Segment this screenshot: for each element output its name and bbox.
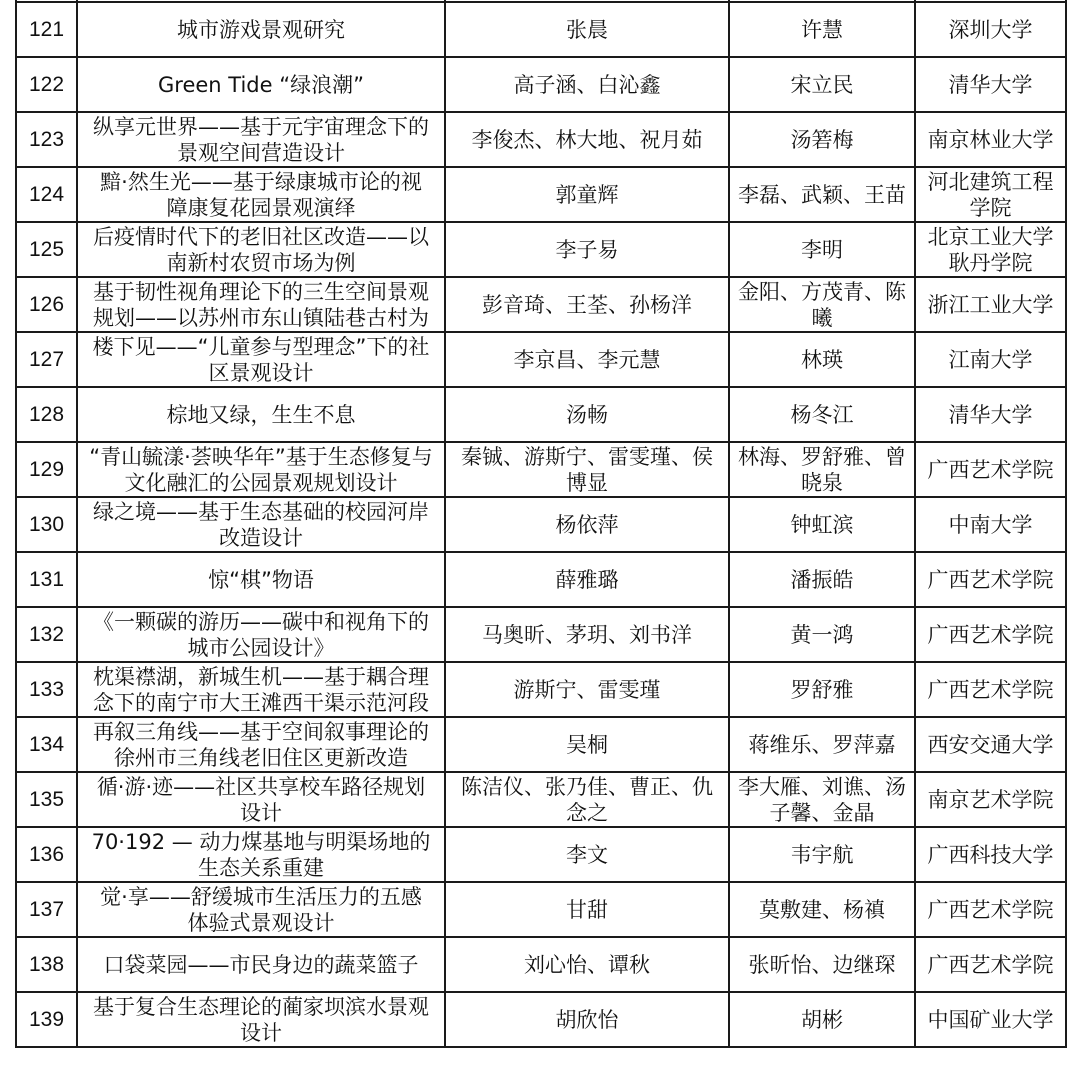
advisors-cell-line: 张昕怡、边继琛: [748, 952, 896, 977]
project-title-cell-line: 基于韧性视角理论下的三生空间景观: [93, 279, 429, 304]
advisors-cell: [729, 277, 915, 332]
advisors-cell-line: 林海、罗舒雅、曾: [738, 444, 906, 469]
advisors-cell: [729, 552, 915, 607]
authors-cell-line: 高子涵、白沁鑫: [513, 72, 661, 97]
authors-cell-line: 马奥昕、茅玥、刘书洋: [482, 622, 692, 647]
project-title-cell: [77, 552, 445, 607]
table-row: [16, 772, 1066, 827]
authors-cell: [445, 112, 729, 167]
school-cell-line: 清华大学: [948, 402, 1033, 427]
school-cell-line: 浙江工业大学: [927, 292, 1054, 317]
table-row: [16, 442, 1066, 497]
row-number-cell: 135: [16, 772, 77, 827]
school-cell-line: 广西艺术学院: [927, 567, 1054, 592]
project-title-cell-line: 景观空间营造设计: [177, 140, 345, 165]
school-cell: [915, 2, 1066, 57]
project-title-cell-line: 绿之境——基于生态基础的校园河岸: [93, 499, 429, 524]
project-title-cell: [77, 57, 445, 112]
project-title-cell-line: 体验式景观设计: [187, 910, 335, 935]
award-table: [15, 0, 1067, 1048]
project-title-cell-line: 城市公园设计》: [187, 635, 335, 660]
authors-cell: [445, 277, 729, 332]
authors-cell-line: 甘甜: [566, 897, 608, 922]
row-number-cell: 132: [16, 607, 77, 662]
school-cell-line: 学院: [969, 195, 1012, 220]
authors-cell-line: 杨依萍: [555, 512, 619, 537]
authors-cell: [445, 937, 729, 992]
table-row: [16, 607, 1066, 662]
authors-cell: [445, 882, 729, 937]
school-cell: [915, 442, 1066, 497]
project-title-cell: [77, 662, 445, 717]
authors-cell: [445, 332, 729, 387]
row-number-cell: 126: [16, 277, 77, 332]
authors-cell: [445, 57, 729, 112]
project-title-cell: [77, 387, 445, 442]
project-title-cell: [77, 607, 445, 662]
advisors-cell-line: 莫敷建、杨禛: [759, 897, 885, 922]
advisors-cell-line: 宋立民: [790, 72, 854, 97]
row-number-cell: 134: [16, 717, 77, 772]
project-title-cell: [77, 992, 445, 1047]
authors-cell-line: 胡欣怡: [555, 1007, 619, 1032]
table-row: [16, 992, 1066, 1047]
school-cell-line: 河北建筑工程: [927, 169, 1054, 194]
project-title-cell-line: 枕渠襟湖，新城生机——基于耦合理: [93, 664, 429, 689]
project-title-cell-line: 循·游·迹——社区共享校车路径规划: [96, 774, 426, 799]
award-table-body: [16, 0, 1066, 1047]
school-cell-line: 耿丹学院: [948, 250, 1033, 275]
row-number-cell: 127: [16, 332, 77, 387]
project-title-cell: [77, 277, 445, 332]
project-title-cell-line: “青山毓漾·荟映华年”基于生态修复与: [89, 444, 433, 469]
advisors-cell: [729, 937, 915, 992]
school-cell-line: 广西科技大学: [927, 842, 1054, 867]
project-title-cell-line: 设计: [240, 1020, 282, 1045]
school-cell-line: 北京工业大学: [927, 224, 1054, 249]
row-number-cell: 129: [16, 442, 77, 497]
advisors-cell-line: 晓泉: [801, 470, 843, 495]
project-title-cell-line: Green Tide “绿浪潮”: [158, 72, 364, 97]
table-row: [16, 552, 1066, 607]
advisors-cell-line: 金阳、方茂青、陈: [738, 279, 906, 304]
project-title-cell-line: 棕地又绿，生生不息: [166, 402, 356, 427]
project-title-cell: [77, 717, 445, 772]
school-cell: [915, 222, 1066, 277]
school-cell-line: 广西艺术学院: [927, 897, 1054, 922]
row-number-cell: 138: [16, 937, 77, 992]
authors-cell-line: 李文: [566, 842, 608, 867]
table-row: [16, 222, 1066, 277]
table-row: [16, 662, 1066, 717]
authors-cell-line: 陈洁仪、张乃佳、曹正、仇: [461, 774, 713, 799]
authors-cell: [445, 607, 729, 662]
authors-cell-line: 吴桐: [566, 732, 608, 757]
advisors-cell-line: 杨冬江: [790, 402, 854, 427]
project-title-cell: [77, 442, 445, 497]
advisors-cell: [729, 882, 915, 937]
authors-cell-line: 刘心怡、谭秋: [524, 952, 650, 977]
advisors-cell-line: 韦宇航: [790, 842, 854, 867]
advisors-cell-line: 曦: [811, 305, 833, 330]
project-title-cell: [77, 882, 445, 937]
project-title-cell-line: 设计: [240, 800, 282, 825]
project-title-cell-line: 区景观设计: [208, 360, 314, 385]
advisors-cell: [729, 112, 915, 167]
table-row: [16, 112, 1066, 167]
school-cell: [915, 277, 1066, 332]
school-cell: [915, 167, 1066, 222]
advisors-cell: [729, 497, 915, 552]
project-title-cell-line: 楼下见——“儿童参与型理念”下的社: [92, 334, 430, 359]
advisors-cell: [729, 167, 915, 222]
authors-cell-line: 博显: [566, 470, 608, 495]
school-cell-line: 中南大学: [948, 512, 1033, 537]
project-title-cell-line: 再叙三角线——基于空间叙事理论的: [93, 719, 429, 744]
row-number-cell: 130: [16, 497, 77, 552]
project-title-cell: [77, 332, 445, 387]
authors-cell-line: 彭音琦、王荃、孙杨洋: [482, 292, 692, 317]
project-title-cell: [77, 937, 445, 992]
table-row: [16, 2, 1066, 57]
project-title-cell-line: 徐州市三角线老旧住区更新改造: [114, 745, 408, 770]
table-row: [16, 827, 1066, 882]
school-cell: [915, 387, 1066, 442]
table-row: [16, 387, 1066, 442]
authors-cell-line: 张晨: [566, 17, 608, 42]
project-title-cell-line: 口袋菜园——市民身边的蔬菜篮子: [103, 952, 419, 977]
table-row: [16, 497, 1066, 552]
authors-cell: [445, 827, 729, 882]
advisors-cell: [729, 442, 915, 497]
row-number-cell: 136: [16, 827, 77, 882]
advisors-cell-line: 李磊、武颖、王苗: [738, 182, 906, 207]
project-title-cell: [77, 2, 445, 57]
authors-cell-line: 游斯宁、雷雯瑾: [513, 677, 661, 702]
row-number-cell: 139: [16, 992, 77, 1047]
school-cell-line: 广西艺术学院: [927, 677, 1054, 702]
school-cell: [915, 717, 1066, 772]
row-number-cell: 128: [16, 387, 77, 442]
project-title-cell-line: 《一颗碳的游历——碳中和视角下的: [93, 609, 429, 634]
project-title-cell-line: 基于复合生态理论的蔺家坝滨水景观: [93, 994, 429, 1019]
authors-cell: [445, 167, 729, 222]
authors-cell: [445, 992, 729, 1047]
row-number-cell: 125: [16, 222, 77, 277]
table-row: [16, 882, 1066, 937]
project-title-cell-line: 觉·享——舒缓城市生活压力的五感: [100, 884, 422, 909]
project-title-cell-line: 念下的南宁市大王滩西干渠示范河段: [93, 690, 429, 715]
school-cell-line: 广西艺术学院: [927, 622, 1054, 647]
advisors-cell-line: 钟虹滨: [790, 512, 854, 537]
school-cell: [915, 332, 1066, 387]
project-title-cell-line: 惊“棋”物语: [208, 567, 314, 592]
project-title-cell-line: 文化融汇的公园景观规划设计: [124, 470, 398, 495]
authors-cell: [445, 497, 729, 552]
school-cell-line: 深圳大学: [948, 17, 1033, 42]
project-title-cell: [77, 827, 445, 882]
school-cell: [915, 552, 1066, 607]
school-cell: [915, 497, 1066, 552]
advisors-cell: [729, 717, 915, 772]
authors-cell: [445, 552, 729, 607]
advisors-cell: [729, 387, 915, 442]
school-cell-line: 广西艺术学院: [927, 952, 1054, 977]
advisors-cell: [729, 2, 915, 57]
project-title-cell: [77, 112, 445, 167]
row-number-cell: 121: [16, 2, 77, 57]
project-title-cell-line: 南新村农贸市场为例: [166, 250, 356, 275]
advisors-cell-line: 许慧: [801, 17, 843, 42]
advisors-cell-line: 潘振皓: [790, 567, 854, 592]
authors-cell: [445, 662, 729, 717]
row-number-cell: 122: [16, 57, 77, 112]
advisors-cell-line: 黄一鸿: [790, 622, 854, 647]
advisors-cell-line: 汤箬梅: [790, 127, 854, 152]
table-row: [16, 717, 1066, 772]
school-cell: [915, 772, 1066, 827]
authors-cell: [445, 772, 729, 827]
school-cell: [915, 607, 1066, 662]
school-cell: [915, 57, 1066, 112]
advisors-cell: [729, 222, 915, 277]
school-cell: [915, 662, 1066, 717]
project-title-cell-line: 规划——以苏州市东山镇陆巷古村为: [93, 305, 429, 330]
project-title-cell: [77, 772, 445, 827]
authors-cell-line: 秦铖、游斯宁、雷雯瑾、侯: [461, 444, 713, 469]
advisors-cell: [729, 57, 915, 112]
project-title-cell-line: 障康复花园景观演绎: [166, 195, 356, 220]
project-title-cell: [77, 222, 445, 277]
advisors-cell: [729, 992, 915, 1047]
advisors-cell-line: 子馨、金晶: [769, 800, 875, 825]
advisors-cell: [729, 662, 915, 717]
project-title-cell-line: 改造设计: [219, 525, 303, 550]
school-cell-line: 广西艺术学院: [927, 457, 1054, 482]
school-cell-line: 南京林业大学: [927, 127, 1054, 152]
advisors-cell-line: 李明: [801, 237, 843, 262]
table-row: [16, 57, 1066, 112]
advisors-cell-line: 林瑛: [801, 347, 843, 372]
project-title-cell: [77, 167, 445, 222]
school-cell-line: 江南大学: [948, 347, 1033, 372]
project-title-cell-line: 生态关系重建: [198, 855, 324, 880]
project-title-cell: [77, 497, 445, 552]
project-title-cell-line: 黯·然生光——基于绿康城市论的视: [100, 169, 422, 194]
school-cell-line: 南京艺术学院: [927, 787, 1054, 812]
advisors-cell-line: 胡彬: [801, 1007, 843, 1032]
row-number-cell: 133: [16, 662, 77, 717]
authors-cell-line: 汤畅: [566, 402, 608, 427]
authors-cell-line: 念之: [566, 800, 608, 825]
advisors-cell-line: 罗舒雅: [790, 677, 854, 702]
row-number-cell: 131: [16, 552, 77, 607]
advisors-cell: [729, 827, 915, 882]
authors-cell-line: 李京昌、李元慧: [513, 347, 661, 372]
authors-cell: [445, 222, 729, 277]
advisors-cell-line: 李大雁、刘谯、汤: [738, 774, 906, 799]
school-cell: [915, 112, 1066, 167]
authors-cell-line: 郭童辉: [555, 182, 619, 207]
advisors-cell-line: 蒋维乐、罗萍嘉: [748, 732, 896, 757]
authors-cell-line: 李子易: [555, 237, 619, 262]
school-cell: [915, 992, 1066, 1047]
authors-cell: [445, 387, 729, 442]
row-number-cell: 124: [16, 167, 77, 222]
row-number-cell: 123: [16, 112, 77, 167]
advisors-cell: [729, 607, 915, 662]
school-cell-line: 清华大学: [948, 72, 1033, 97]
project-title-cell-line: 后疫情时代下的老旧社区改造——以: [93, 224, 429, 249]
authors-cell: [445, 717, 729, 772]
authors-cell-line: 薛雅璐: [555, 567, 619, 592]
table-row: [16, 937, 1066, 992]
school-cell: [915, 937, 1066, 992]
table-row: [16, 277, 1066, 332]
project-title-cell-line: 城市游戏景观研究: [177, 17, 345, 42]
row-number-cell: 137: [16, 882, 77, 937]
project-title-cell-line: 70·192 — 动力煤基地与明渠场地的: [91, 829, 431, 854]
advisors-cell: [729, 772, 915, 827]
school-cell: [915, 827, 1066, 882]
authors-cell: [445, 442, 729, 497]
school-cell: [915, 882, 1066, 937]
authors-cell: [445, 2, 729, 57]
table-row: [16, 167, 1066, 222]
table-row: [16, 332, 1066, 387]
authors-cell-line: 李俊杰、林大地、祝月茹: [471, 127, 703, 152]
school-cell-line: 西安交通大学: [927, 732, 1054, 757]
project-title-cell-line: 纵享元世界——基于元宇宙理念下的: [93, 114, 429, 139]
advisors-cell: [729, 332, 915, 387]
school-cell-line: 中国矿业大学: [927, 1007, 1054, 1032]
